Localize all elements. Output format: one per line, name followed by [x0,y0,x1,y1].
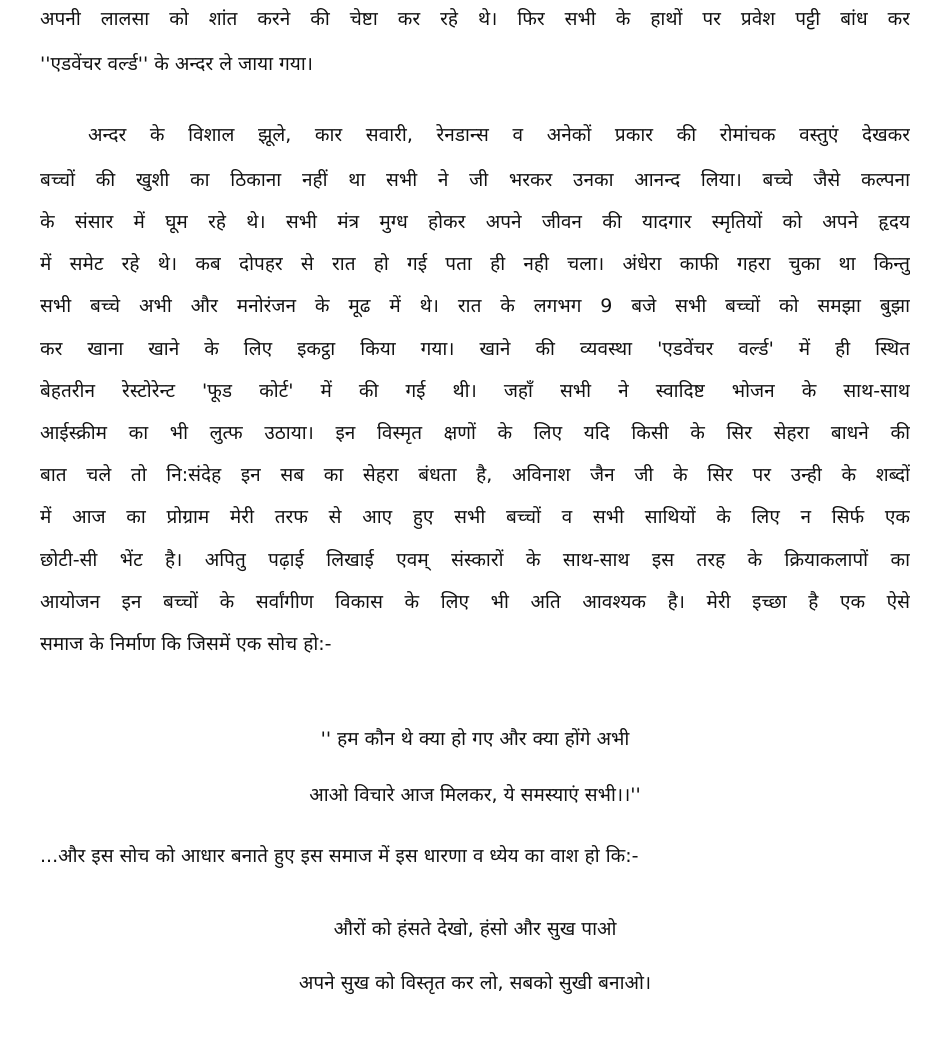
paragraph-2-line-8: आईस्क्रीम का भी लुत्फ उठाया। इन विस्मृत क्षणों के लिए यदि किसी के सिर सेहरा बाधने की [40,422,910,444]
verse-2-line-1: औरों को हंसते देखो, हंसो और सुख पाओ [333,918,617,940]
paragraph-2-line-5: सभी बच्चे अभी और मनोरंजन के मूढ में थे। रात के लगभग 9 बजे सभी बच्चों को समझा बुझा [40,295,910,317]
paragraph-2-line-12: आयोजन इन बच्चों के सर्वांगीण विकास के लिए भी अति आवश्यक है। मेरी इच्छा है एक ऐसे [40,591,910,613]
paragraph-2-line-2: बच्चों की खुशी का ठिकाना नहीं था सभी ने जी भरकर उनका आनन्द लिया। बच्चे जैसे कल्पना [40,169,910,191]
paragraph-2-line-9: बात चले तो नि:संदेह इन सब का सेहरा बंधता है, अविनाश जैन जी के सिर पर उन्ही के शब्दों [40,464,910,486]
paragraph-2-line-7: बेहतरीन रेस्टोरेन्ट 'फूड कोर्ट' में की गई थी। जहाँ सभी ने स्वादिष्ट भोजन के साथ-साथ [40,380,910,402]
verse-1-line-2: आओ विचारे आज मिलकर, ये समस्याएं सभी।।'' [309,784,641,806]
paragraph-2-line-13: समाज के निर्माण कि जिसमें एक सोच हो:- [40,633,332,655]
paragraph-1-line-1: अपनी लालसा को शांत करने की चेष्टा कर रहे थे। फिर सभी के हाथों पर प्रवेश पट्टी बांध कर [40,8,910,30]
verse-2-line-2: अपने सुख को विस्तृत कर लो, सबको सुखी बनाओ। [298,972,652,994]
paragraph-2-line-3: के संसार में घूम रहे थे। सभी मंत्र मुग्ध होकर अपने जीवन की यादगार स्मृतियों को अपने हृदय [40,211,910,233]
paragraph-2-line-6: कर खाना खाने के लिए इकट्ठा किया गया। खाने की व्यवस्था 'एडवेंचर वर्ल्ड' में ही स्थित [40,338,910,360]
paragraph-2-line-10: में आज का प्रोग्राम मेरी तरफ से आए हुए सभी बच्चों व सभी साथियों के लिए न सिर्फ एक [40,506,910,528]
paragraph-2-line-1: अन्दर के विशाल झूले, कार सवारी, रेनडान्स व अनेकों प्रकार की रोमांचक वस्तुएं देखकर [88,124,910,146]
paragraph-2-line-4: में समेट रहे थे। कब दोपहर से रात हो गई पता ही नही चला। अंधेरा काफी गहरा चुका था किन्तु [40,253,910,275]
paragraph-1-line-2: ''एडवेंचर वर्ल्ड'' के अन्दर ले जाया गया। [40,53,313,75]
paragraph-3-line: ...और इस सोच को आधार बनाते हुए इस समाज में इस धारणा व ध्येय का वाश हो कि:- [40,845,639,867]
verse-1-line-1: '' हम कौन थे क्या हो गए और क्या होंगे अभी [320,728,630,750]
paragraph-2-line-11: छोटी-सी भेंट है। अपितु पढ़ाई लिखाई एवम् संस्कारों के साथ-साथ इस तरह के क्रियाकलापों का [40,549,910,571]
